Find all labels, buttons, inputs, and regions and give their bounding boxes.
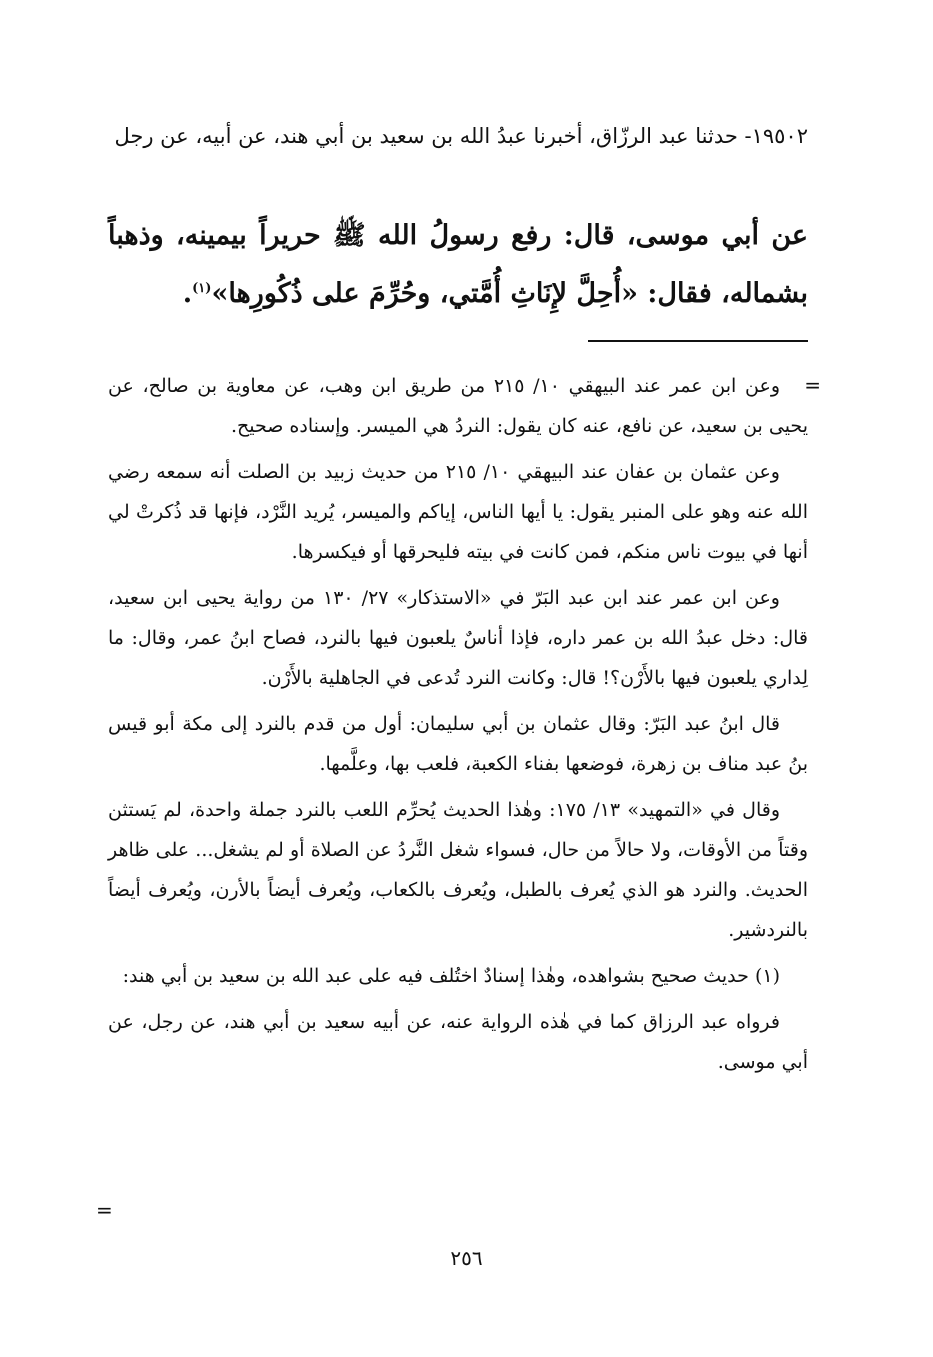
- matn-quote: «أُحِلَّ لإِنَاثِ أُمَّتي، وحُرِّمَ على ذُكُورِها»: [211, 278, 638, 309]
- continuation-mark-top: =: [804, 373, 821, 397]
- footnote-paragraph: وعن ابن عمر عند البيهقي ١٠/ ٢١٥ من طريق ابن وهب، عن معاوية بن صالح، عن يحيى بن سعيد، عن نافع، عنه كان يقول: النردُ هي الميسر. وإسناده صحيح.: [108, 375, 808, 437]
- page-number: ٢٥٦: [450, 1246, 483, 1270]
- footnote-paragraph: (١) حديث صحيح بشواهده، وهٰذا إسنادٌ اختُلف فيه على عبد الله بن سعيد بن أبي هند:: [122, 965, 780, 987]
- footnote-paragraph: فرواه عبد الرزاق كما في هٰذه الرواية عنه، عن أبيه سعيد بن أبي هند، عن رجل، عن أبي موسى.: [108, 1011, 808, 1073]
- footnote-paragraph: وقال في «التمهيد» ١٣/ ١٧٥: وهٰذا الحديث يُحرِّم اللعب بالنرد جملة واحدة، لم يَستثن وقتاً من الأوقات، ولا حالاً من حال، فسواء شغل النَّردُ عن الصلاة أو لم يشغل... على ظاهر الحديث. والنرد هو الذي يُعرف بالطبل، ويُعرف بالكعاب، ويُعرف أيضاً بالأرن، ويُعرف أيضاً بالنردشير.: [108, 799, 808, 941]
- footnote-separator: [588, 340, 808, 342]
- footnote-paragraph: قال ابنُ عبد البَرّ: وقال عثمان بن أبي سليمان: أول من قدم بالنرد إلى مكة أبو قيس بنُ عبد مناف بن زهرة، فوضعها بفناء الكعبة، فلعب بها، وعلَّمها.: [108, 713, 808, 775]
- footnotes: [108, 366, 808, 1088]
- matn-end-mark: .: [182, 278, 193, 309]
- matn-intro: عن أبي موسى، قال: رفع رسولُ الله ﷺ حريراً بيمينه، وذهباً بشماله، فقال:: [108, 220, 808, 309]
- hadith-isnad: ١٩٥٠٢- حدثنا عبد الرزّاق، أخبرنا عبدُ الله بن سعيد بن أبي هند، عن أبيه، عن رجل: [114, 124, 808, 148]
- footnote-paragraph: وعن ابن عمر عند ابن عبد البَرّ في «الاستذكار» ٢٧/ ١٣٠ من رواية يحيى ابن سعيد، قال: دخل عبدُ الله بن عمر داره، فإذا أناسٌ يلعبون فيها بالنرد، فصاح ابنُ عمر، وقال: ما لِداري يلعبون فيها بالأَرْن؟! قال: وكانت النرد تُدعى في الجاهلية بالأَرْن.: [108, 587, 808, 689]
- footnote-paragraph: وعن عثمان بن عفان عند البيهقي ١٠/ ٢١٥ من حديث زبيد بن الصلت أنه سمعه رضي الله عنه وهو على المنبر يقول: يا أيها الناس، إياكم والميسر، يُريد النَّرْد، فإنها قد ذُكرتْ لي أنها في بيوت ناس منكم، فمن كانت في بيته فليحرقها أو فيكسرها.: [108, 461, 808, 563]
- hadith-matn: [108, 209, 808, 320]
- continuation-mark-bottom: =: [96, 1198, 113, 1222]
- footnote-ref: (١): [192, 281, 212, 296]
